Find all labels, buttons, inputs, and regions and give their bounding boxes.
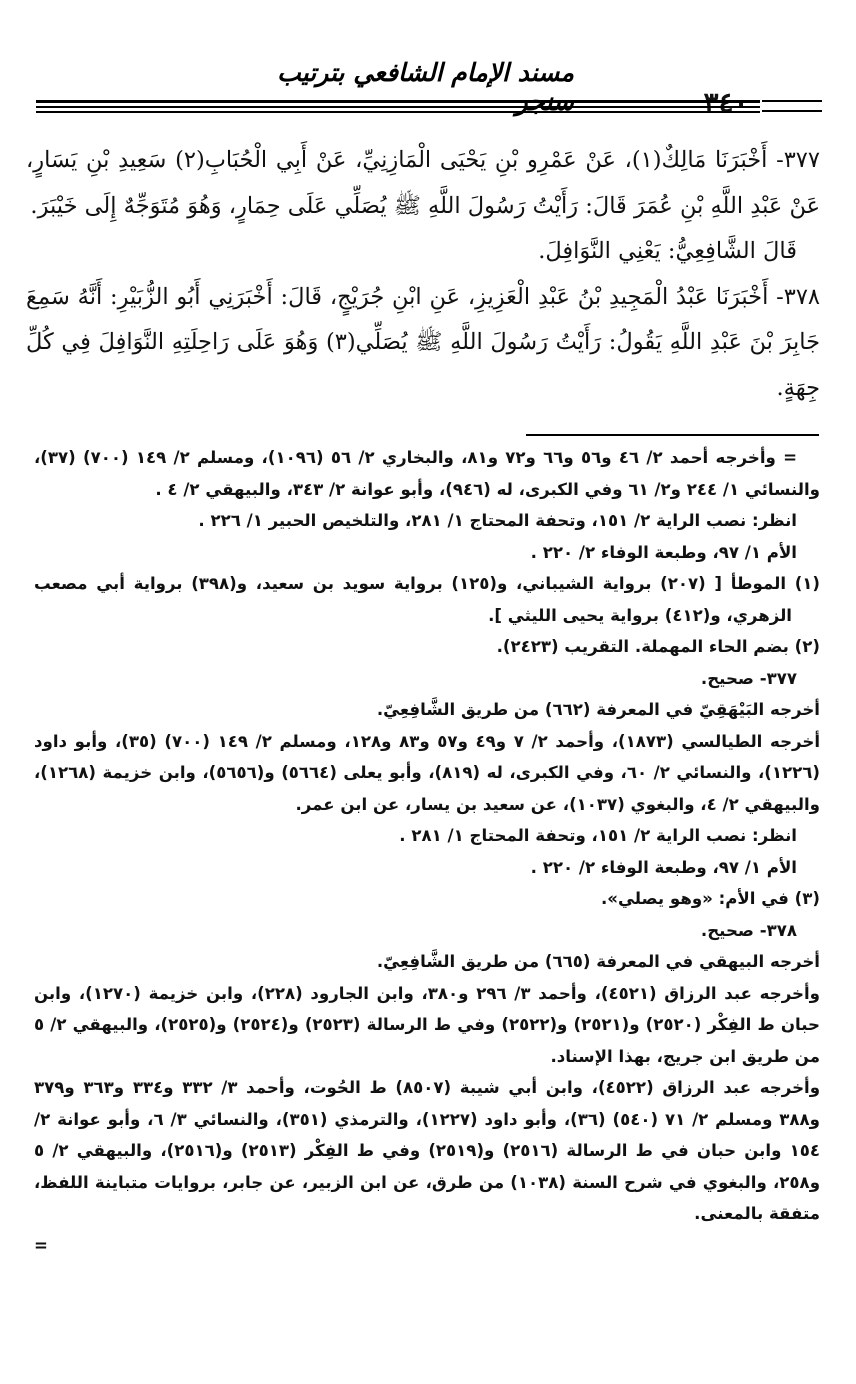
shafii-comment: قَالَ الشَّافِعِيُّ: يَعْنِي النَّوَافِلَ.: [538, 238, 797, 265]
hadith-378: ٣٧٨- أَخْبَرَنَا عَبْدُ الْمَجِيدِ بْنُ عَبْدِ الْعَزِيزِ، عَنِ ابْنِ جُرَيْجٍ، قَالَ: أَخْبَرَنِي أَبُو الزُّبَيْرِ: أَنَّهُ سَمِعَ جَابِرَ بْنَ عَبْدِ اللَّهِ يَقُولُ: رَأَيْتُ رَسُولَ اللَّهِ ﷺ يُصَلِّي(٣) وَهُوَ عَلَى رَاحِلَتِهِ النَّوَافِلَ فِي كُلِّ جِهَةٍ.: [26, 283, 821, 401]
header-rule: [36, 106, 760, 108]
footnote-line: = وأخرجه أحمد ٢/ ٤٦ و٥٦ و٦٦ و٧٢ و٨١، والبخاري ٢/ ٥٦ (١٠٩٦)، ومسلم ٢/ ١٤٩ (٧٠٠) (٣٧)، والنسائي ١/ ٢٤٤ و٢/ ٦١ وفي الكبرى، له (٩٤٦)، وأبو عوانة ٢/ ٣٤٣، والبيهقي ٢/ ٤ .: [34, 448, 820, 499]
header-rule: [36, 100, 760, 103]
footnote-line: أخرجه البيهقي في المعرفة (٦٦٥) من طريق الشَّافِعِيّ.: [376, 952, 820, 971]
footnote-line: أخرجه البَيْهَقِيّ في المعرفة (٦٦٢) من طريق الشَّافِعِيّ.: [376, 700, 820, 719]
footnote-line: وأخرجه عبد الرزاق (٤٥٢١)، وأحمد ٣/ ٢٩٦ و٣٨٠، وابن الجارود (٢٢٨)، وابن خزيمة (١٢٧٠)، وابن حبان ط الفِكْر (٢٥٢٠) و(٢٥٢١) و(٢٥٢٢) وفي ط الرسالة (٢٥٢٣) و(٢٥٢٤) و(٢٥٢٥)، والبيهقي ٢/ ٥ من طريق ابن جريج، بهذا الإسناد.: [34, 983, 820, 1066]
footnote-line: وأخرجه عبد الرزاق (٤٥٢٢)، وابن أبي شيبة (٨٥٠٧) ط الحُوت، وأحمد ٣/ ٣٣٢ و٣٣٤ و٣٦٣ و٣٧٩ و٣٨٨ ومسلم ٢/ ٧١ (٥٤٠) (٣٦)، وأبو داود (١٢٢٧)، والترمذي (٣٥١)، والنسائي ٣/ ٦، وأبو عوانة ٢/ ١٥٤ وابن حبان في ط الرسالة (٢٥١٦) و(٢٥١٩) وفي ط الفِكْر (٢٥١٣) و(٢٥١٦)، والبيهقي ٢/ ٥ و٢٥٨، والبغوي في شرح السنة (١٠٣٨) من طرق، عن ابن الزبير، عن جابر، بروايات متباينة اللفظ، متفقة بالمعنى.: [34, 1078, 821, 1223]
footnote-3: (٣) في الأم: «وهو يصلي».: [600, 889, 820, 908]
running-header-title: مسند الإمام الشافعي بترتيب: [277, 58, 574, 87]
footnote-line: أخرجه الطيالسي (١٨٧٣)، وأحمد ٢/ ٧ و٤٩ و٥٧ و٨٣ و١٢٨، ومسلم ٢/ ١٤٩ (٧٠٠) (٣٥)، وأبو داود (١٢٢٦)، والنسائي ٢/ ٦٠، وفي الكبرى، له (٨١٩)، وأبو يعلى (٥٦٦٤) و(٥٦٥٦)، وابن خزيمة (١٢٦٨)، والبيهقي ٢/ ٤، والبغوي (١٠٣٧)، عن سعيد بن يسار، عن ابن عمر.: [34, 731, 821, 814]
footnotes: [34, 442, 820, 1261]
footnote-line: الأم ١/ ٩٧، وطبعة الوفاء ٢/ ٢٢٠ .: [530, 857, 797, 877]
header-rule-right: [762, 100, 822, 102]
header-rule: [36, 111, 760, 113]
header-rule-right: [762, 110, 822, 112]
takhrij-heading: ٣٧٧- صحيح.: [700, 668, 797, 688]
footnote-line: انظر: نصب الراية ٢/ ١٥١، وتحفة المحتاج ١/ ٢٨١ .: [399, 826, 797, 845]
takhrij-heading: ٣٧٨- صحيح.: [700, 920, 797, 940]
footnote-separator: [526, 434, 819, 436]
footnote-1: (١) الموطأ [ (٢٠٧) برواية الشيباني، و(١٢٥) برواية سويد بن سعيد، و(٣٩٨) برواية أبي مصعب الزهري، و(٤١٢) برواية يحيى الليثي ].: [34, 574, 821, 625]
continuation-mark: =: [34, 1235, 48, 1255]
footnote-line: انظر: نصب الراية ٢/ ١٥١، وتحفة المحتاج ١/ ٢٨١، والتلخيص الحبير ١/ ٢٢٦ .: [198, 511, 797, 530]
hadith-377: ٣٧٧- أَخْبَرَنَا مَالِكٌ(١)، عَنْ عَمْرِو بْنِ يَحْيَى الْمَازِنِيِّ، عَنْ أَبِي الْحُبَابِ(٢) سَعِيدِ بْنِ يَسَارٍ، عَنْ عَبْدِ اللَّهِ بْنِ عُمَرَ قَالَ: رَأَيْتُ رَسُولَ اللَّهِ ﷺ يُصَلِّي عَلَى حِمَارٍ، وَهُوَ مُتَوَجِّهٌ إِلَى خَيْبَرَ.: [26, 147, 820, 219]
footnote-line: الأم ١/ ٩٧، وطبعة الوفاء ٢/ ٢٢٠ .: [530, 542, 797, 562]
footnote-2: (٢) بضم الحاء المهملة. التقريب (٢٤٢٣).: [496, 637, 820, 656]
hadith-text: [26, 138, 820, 412]
